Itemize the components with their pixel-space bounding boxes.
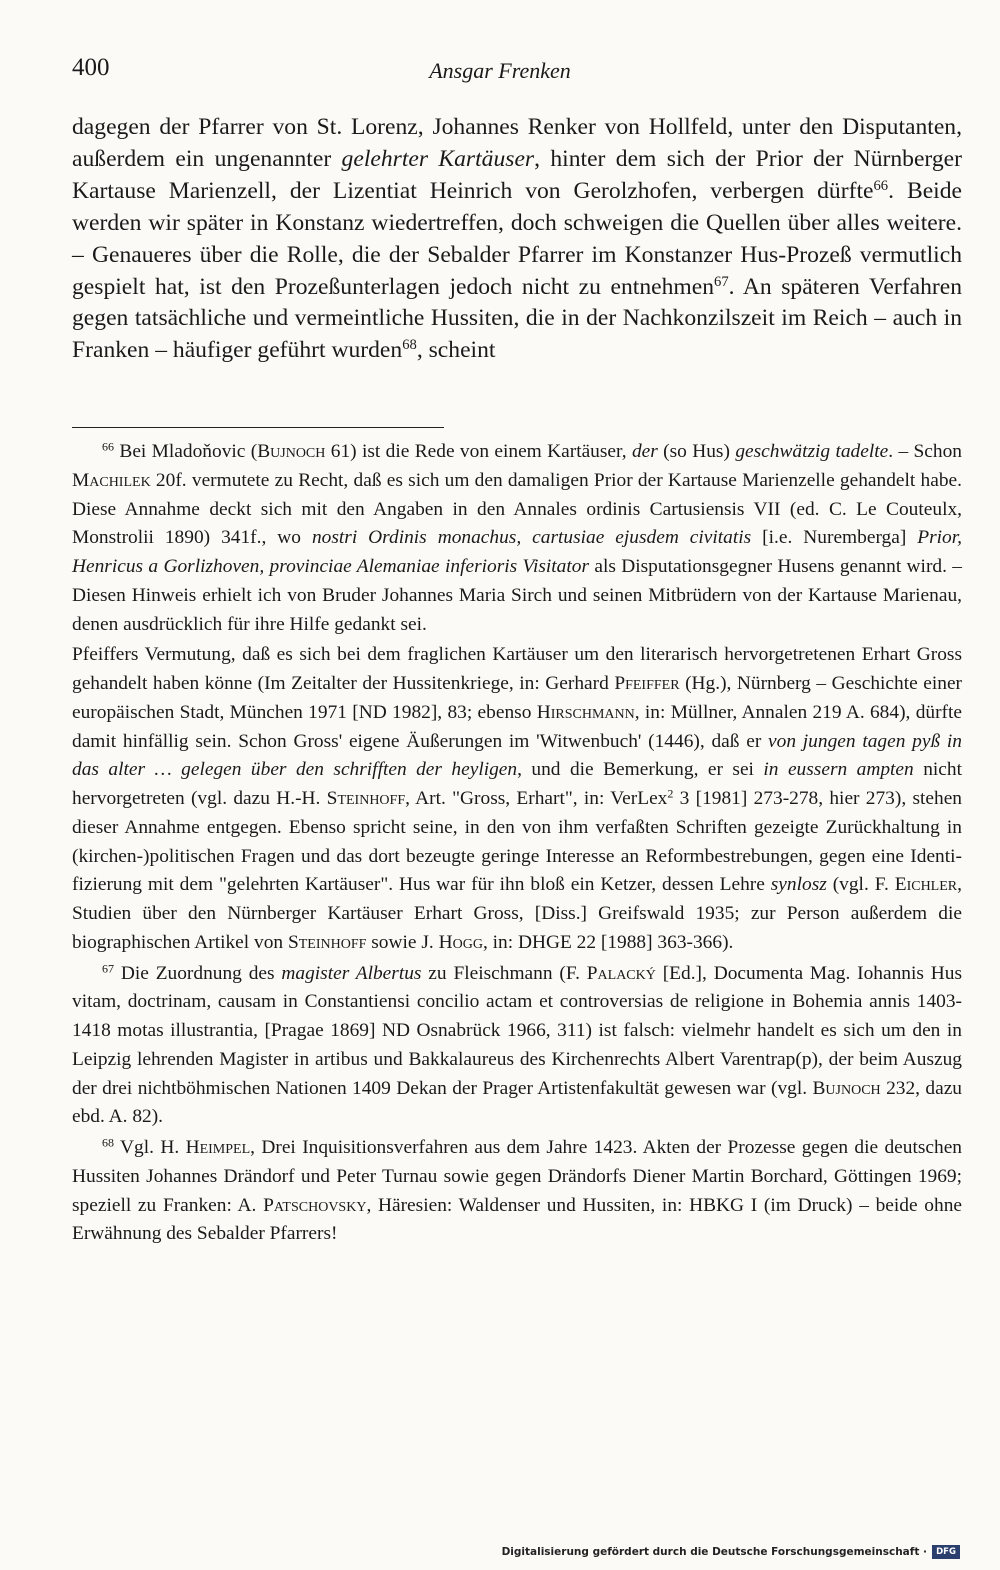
text-run: nicht hervorgetreten (vgl. dazu H.-H.: [72, 759, 962, 809]
footnote-number: 67: [102, 960, 115, 975]
author-name: Hogg: [438, 931, 483, 953]
text-run: , in: Müllner, Annalen 219 A. 684), dürfte damit hinfällig sein. Schon Gross' eigene Äußerungen im 'Witwenbuch' (1446), daß er: [72, 701, 962, 752]
text-run: Vgl. H.: [114, 1137, 186, 1158]
footnote-ref-68[interactable]: 68: [402, 337, 417, 354]
author-name: Heimpel: [185, 1137, 251, 1158]
author-name: Bujnoch: [257, 441, 326, 462]
footnote-66: [72, 438, 962, 639]
text-run: . Beide werden wir später in Konstanz wiedertreffen, doch schweigen die Quellen über alles weitere. – Genaueres über die Rolle, die der Sebalder Pfarrer im Konstanzer Hus-Prozeß vermutlich gespielt hat, ist den Prozeßunterlagen jedoch nicht zu entnehmen: [72, 177, 962, 300]
text-run: , Art. "Gross, Erhart", in: VerLex: [405, 788, 668, 809]
dfg-logo: DFG: [932, 1545, 960, 1559]
text-run: . An späteren Verfahren gegen tatsächliche und vermeintliche Hussiten, die in der Nachkonzilszeit im Reich – auch in Franken – häufiger geführt wurden: [72, 273, 963, 364]
text-run-italic: gelehrter Kartäuser: [341, 145, 535, 172]
footnote-number: 66: [102, 439, 115, 454]
text-run-italic: geschwätzig tadelte: [735, 441, 889, 462]
text-run: zu Fleischmann (F.: [421, 962, 587, 984]
author-name: Eichler: [894, 874, 958, 896]
text-run: Bei Mladoňovic (: [114, 441, 258, 462]
digitization-credit: [502, 1545, 960, 1559]
main-paragraph: [72, 112, 962, 367]
text-run: , und die Bemerkung, er sei: [517, 759, 764, 781]
text-run: , hinter dem sich der Prior der Nürnberger Kartause Marienzell, der Lizentiat Heinrich von Gerolzhofen, verbergen dürfte: [72, 145, 962, 204]
text-run: Pfeiffers Vermutung, daß es sich bei dem fraglichen Kartäuser um den literarisch hervorgetretenen Erhart Gross gehandelt haben könne (Im Zeitalter der Hussitenkriege, in: Gerhard: [72, 644, 962, 694]
credit-text: Digitalisierung gefördert durch die Deutsche Forschungsgemeinschaft ·: [501, 1546, 927, 1558]
text-run-italic: magister Albertus: [281, 962, 422, 984]
footnote-67: [72, 960, 962, 1133]
text-run-italic: der: [631, 441, 658, 462]
author-name: Machilek: [72, 469, 151, 491]
author-name: Hirschmann: [536, 701, 635, 723]
text-run: , in: DHGE 22 [1988] 363-366).: [482, 931, 734, 953]
text-run: 3 [1981] 273-278, hier 273), stehen dieser Annahme entgegen. Ebenso spricht seine, in den von ihm verfaßten Schriften gezeigte Zurückhaltung in (kirchen-)politischen Fragen und das dort bezeugte geringe Interesse an Reformbestrebungen, gegen eine Identifizierung mit dem "gelehrten Kartäuser". Hus war für ihn bloß ein Ketzer, dessen Lehre: [72, 788, 962, 896]
text-run: sowie J.: [366, 931, 439, 953]
author-name: Steinhoff: [287, 931, 367, 953]
page-number: 400: [72, 54, 110, 81]
text-run: . – Schon: [888, 441, 963, 462]
text-run: Die Zuordnung des: [114, 962, 282, 984]
footnote-ref-66[interactable]: 66: [873, 177, 889, 194]
text-run: , Drei Inquisitionsverfahren aus dem Jahre 1423. Akten der Prozesse gegen die deutschen Hussiten Johannes Drändorf und Peter Turnau sowie gegen Drändorfs Diener Martin Borchard, Göttingen 1969; speziell zu Franken: A.: [72, 1137, 962, 1216]
text-run: [Ed.], Documenta Mag. Iohannis Hus vitam, doctrinam, causam in Constantiensi concilio actam et controversias de religione in Bohemia annis 1403-1418 motas illustrantia, [Pragae 1869] ND Osnabrück 1966, 311) ist falsch: vielmehr handelt es sich um den in Leipzig lehrenden Magister in artibus und Bakkalaureus des Kirchenrechts Albert Varentrap(p), der beim Auszug der drei nichtböhmischen Nationen 1409 Dekan der Prager Artistenfakultät gewesen war (vgl.: [72, 962, 963, 1099]
author-name: Pfeiffer: [614, 673, 680, 694]
text-run-italic: in eussern ampten: [763, 759, 914, 781]
text-run: , Studien über den Nürnberger Kartäuser Erhart Gross, [Diss.] Greifswald 1935; zur Person außerdem die biographischen Artikel von: [72, 874, 962, 953]
text-run: , Häresien: Waldenser und Hussiten, in: HBKG I (im Druck) – beide ohne Erwähnung des Sebalder Pfarrers!: [72, 1194, 962, 1245]
footnote-68: [72, 1134, 962, 1249]
footnote-rule: [72, 427, 444, 428]
text-run: (vgl. F.: [826, 874, 895, 896]
text-run: als Disputationsgegner Husens genannt wird. – Diesen Hinweis erhielt ich von Bruder Johannes Maria Sirch und seinen Mitbrüdern von der Kartause Marienau, denen ausdrücklich für ihre Hilfe gedankt sei.: [72, 556, 962, 635]
author-name: Palacký: [586, 962, 656, 984]
footnote-number: 68: [102, 1135, 115, 1150]
text-run-italic: Prior, Henricus a Gorlizhoven, provinciae Alemaniae inferioris Visitator: [72, 527, 962, 577]
author-name: Steinhoff: [326, 788, 406, 809]
text-run: dagegen der Pfarrer von St. Lorenz, Johannes Renker von Hollfeld, unter den Disputanten, außerdem ein ungenannter: [72, 114, 962, 172]
text-run: 61) ist die Rede von einem Kartäuser,: [325, 441, 632, 462]
author-name: Bujnoch: [812, 1077, 881, 1099]
footnote-66-continued: [72, 641, 962, 957]
author-name: Patschovsky: [263, 1194, 367, 1216]
text-run-italic: synlosz: [770, 874, 827, 896]
text-run: 232, dazu ebd. A. 82).: [72, 1077, 963, 1128]
text-run-italic: von jungen tagen pyß in das alter … gelegen über den schrifften der heyligen: [72, 730, 963, 781]
text-run: (so Hus): [657, 441, 736, 462]
text-run: [i.e. Nuremberga]: [751, 527, 918, 549]
footnote-ref-67[interactable]: 67: [714, 273, 729, 290]
text-run: (Hg.), Nürnberg – Geschichte einer europäischen Stadt, München 1971 [ND 1982], 83; ebenso: [72, 673, 963, 723]
running-head: Ansgar Frenken: [429, 58, 571, 83]
text-run-italic: nostri Ordinis monachus, cartusiae ejusdem civitatis: [311, 527, 752, 549]
superscript: 2: [667, 786, 674, 801]
text-run: , scheint: [416, 337, 496, 364]
text-run: 20f. vermutete zu Recht, daß es sich um den damaligen Prior der Kartause Marienzelle gehandelt habe. Diese Annahme deckt sich mit den Angaben in den Annales ordinis Cartusiensis VII (ed. C. Le Couteulx, Monstrolii 1890) 341f., wo: [72, 469, 962, 549]
footnotes: [72, 438, 962, 1249]
